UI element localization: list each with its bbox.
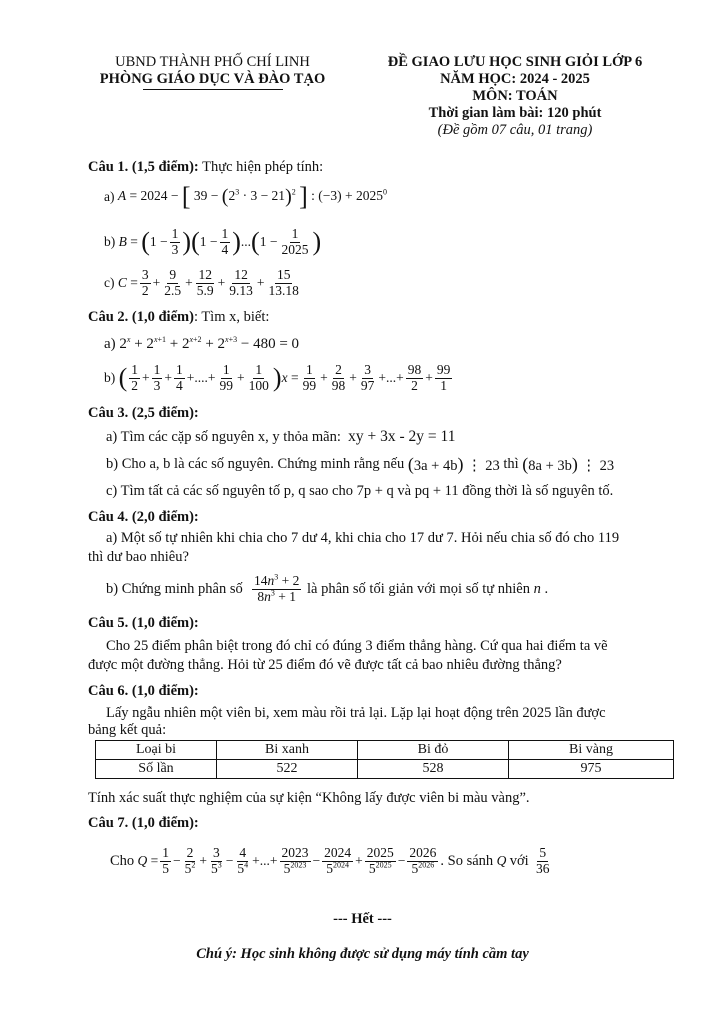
q7-title: Câu 7. (1,0 điểm):: [88, 815, 199, 831]
q2-b-expression: ( $\frac{1}{2}$ + $\frac{1}{3}$ + $\frac{1}{4}$ +....+ $\frac{1}{99}$ + $\frac{1}{100}$ ) x = $\frac{1}{99}$ + $\frac{2}{98}$ + $\frac{3}{97}$ +...+ $\frac{98}{2}$ + $\frac{99}{1}$: [118, 362, 451, 393]
q4-b-end: .: [544, 580, 549, 597]
q1-a: [104, 182, 387, 212]
q1-b: [104, 222, 321, 262]
school-year: NĂM HỌC: 2024 - 2025: [440, 71, 590, 87]
education-office: PHÒNG GIÁO DỤC VÀ ĐÀO TẠO: [99, 71, 326, 87]
q7-cho: Cho: [110, 852, 135, 869]
q2-a: [104, 332, 299, 356]
footer-note: Chú ý: Học sinh không được sử dụng máy tính cầm tay: [196, 946, 529, 962]
q4-b-fraction: $\frac{14n^3 + 2}{8n^3 + 1}$: [254, 572, 300, 604]
q7-expression-row: [110, 838, 554, 884]
q2-b-label: b): [104, 370, 116, 385]
q4-b-variable: n: [533, 580, 541, 597]
q4-a-line1: a) Một số tự nhiên khi chia cho 7 dư 4, khi chia cho 17 dư 7. Hỏi nếu chia số đó cho 119: [106, 530, 620, 546]
q3-b: [106, 454, 614, 475]
q6-title: Câu 6. (1,0 điểm):: [88, 683, 199, 699]
q3-b-condition: (3a + 4b) ⋮ 23: [407, 454, 500, 474]
q1-title: Câu 1. (1,5 điểm):: [88, 159, 199, 175]
q2-a-expression: $2^x + 2^{x+1} + 2^{x+2} + 2^{x+3} - 480 = 0$: [119, 334, 300, 352]
q4-title: Câu 4. (2,0 điểm):: [88, 509, 199, 525]
q1-a-expression: A = 2024 − [ $39 - (2^3 \cdot 3 - 21)^2$ ] : $(-3) + 2025^0$: [117, 182, 388, 211]
q1-c: [104, 264, 303, 302]
q3-title: Câu 3. (2,5 điểm):: [88, 405, 199, 421]
q1-intro: Thực hiện phép tính:: [202, 159, 324, 175]
q3-a-equation: xy + 3x - 2y = 11: [348, 428, 456, 445]
q1-b-expression: B = ( 1 − $\frac{1}{3}$ )( 1 − $\frac{1}{4}$ ) ... ( 1 − $\frac{1}{2025}$ ): [118, 226, 322, 257]
q4-b-pre: b) Chứng minh phân số: [106, 580, 243, 597]
cell-yellow-count: 975: [509, 760, 674, 779]
header-cell-blue: Bi xanh: [217, 741, 358, 760]
table-header-row: [96, 741, 674, 760]
q3-c: c) Tìm tất cả các số nguyên tố p, q sao cho 7p + q và pq + 11 đồng thời là số nguyên tố.: [106, 483, 614, 499]
q2-title: Câu 2. (1,0 điểm): [88, 309, 194, 325]
q4-b-post: là phân số tối giản với mọi số tự nhiên: [307, 580, 530, 597]
q1-b-label: b): [104, 234, 116, 249]
duration: Thời gian làm bài: 120 phút: [428, 105, 602, 121]
city-committee: UBND THÀNH PHỐ CHÍ LINH: [115, 54, 310, 70]
q3-b-then: thì: [503, 456, 519, 472]
q4-b: [106, 571, 548, 607]
q3-b-text: b) Cho a, b là các số nguyên. Chứng minh rằng nếu: [106, 456, 405, 472]
q1-a-label: a): [104, 189, 115, 204]
q7-variable: Q: [496, 853, 507, 868]
cell-red-count: 528: [358, 760, 509, 779]
exam-composition: (Đề gồm 07 câu, 01 trang): [437, 122, 593, 138]
exam-title: ĐỀ GIAO LƯU HỌC SINH GIỎI LỚP 6: [387, 54, 643, 70]
q5-line2: được một đường thẳng. Hỏi từ 25 điểm đó vẽ được tất cả bao nhiêu đường thẳng?: [88, 657, 562, 673]
q6-line1: Lấy ngẫu nhiên một viên bi, xem màu rồi trả lại. Lặp lại hoạt động trên 2025 lần được: [106, 705, 606, 721]
q1-c-expression: C = $\frac{3}{2}$ + $\frac{9}{2.5}$ + $\frac{12}{5.9}$ + $\frac{12}{9.13}$ + $\frac{15}{13.18}$: [117, 267, 299, 298]
table-row: [96, 760, 674, 779]
header-left: [70, 54, 355, 90]
header-underline: [143, 89, 283, 90]
q2-heading: [88, 309, 269, 326]
q7-compare-fraction: $\frac{5}{36}$: [536, 845, 550, 876]
q3-a-text: a) Tìm các cặp số nguyên x, y thỏa mãn:: [106, 428, 341, 445]
q7-expression: Q = $\frac{1}{5}$ − $\frac{2}{5^2}$ + $\frac{3}{5^3}$ − $\frac{4}{5^4}$ +...+ $\frac{2023}{5^{2023}}$ − $\frac{2024}{5^{2024}}$ + $\frac{2025}{5^{2025}}$ − $\frac{2026}{5^{2026}}$: [137, 845, 437, 876]
q2-intro: : Tìm x, biết:: [193, 309, 270, 325]
header-right: [350, 54, 680, 139]
q4-a-line2: thì dư bao nhiêu?: [88, 549, 189, 565]
cell-blue-count: 522: [217, 760, 358, 779]
header-cell-red: Bi đỏ: [358, 741, 509, 760]
q2-b: [104, 358, 454, 398]
q7-with: với: [509, 852, 529, 869]
q6-line2: bảng kết quả:: [88, 722, 167, 738]
cell-count-label: Số lần: [96, 760, 217, 779]
q1-heading: [88, 159, 323, 176]
q2-a-label: a): [104, 335, 116, 352]
end-marker: --- Hết ---: [333, 911, 392, 927]
subject: MÔN: TOÁN: [472, 88, 558, 104]
header-cell-yellow: Bi vàng: [509, 741, 674, 760]
q5-line1: Cho 25 điểm phân biệt trong đó chỉ có đúng 3 điểm thẳng hàng. Cứ qua hai điểm ta vẽ: [106, 638, 608, 654]
q6-question: Tính xác suất thực nghiệm của sự kiện “Không lấy được viên bi màu vàng”.: [88, 790, 530, 806]
q3-b-conclusion: (8a + 3b) ⋮ 23: [522, 454, 615, 474]
q5-title: Câu 5. (1,0 điểm):: [88, 615, 199, 631]
header-cell-type: Loại bi: [96, 741, 217, 760]
q1-c-label: c): [104, 275, 115, 290]
q3-a: [106, 428, 455, 446]
q7-compare: . So sánh: [440, 852, 494, 869]
results-table: [95, 740, 674, 779]
